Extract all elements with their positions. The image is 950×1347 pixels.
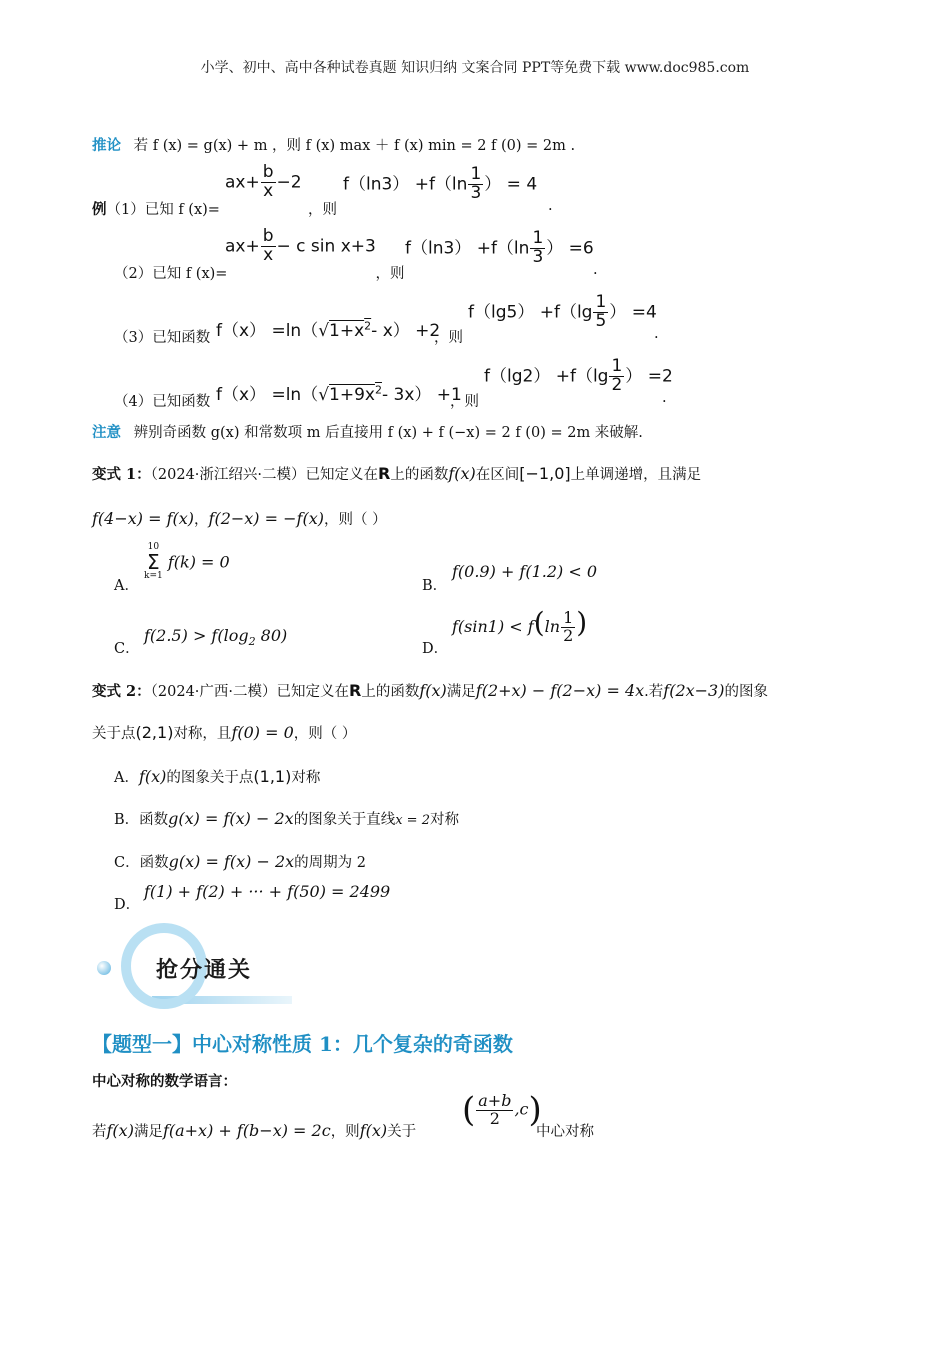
example2-mid: ，则 [375,266,405,282]
example2-line [114,262,404,283]
variant1-t4: ，则（ ） [323,512,387,528]
example3-prefix: （3）已知函数 [114,330,211,346]
example1-prefix: （1）已知 f (x)= [106,202,220,218]
variant2-optB: B．函数g(x) = f(x) − 2x的图象关于直线x = 2对称 [114,809,459,828]
variant1-fx: f(x) [448,464,476,483]
example2-formula: ax+ $\frac{b}{x}$ − c sin x+3 [225,226,376,265]
variant1-optD-formula: f(sin1) < f(ln $\frac{1}{2}$ ) [452,606,588,645]
variant2-t7: ，则（ ） [293,726,357,742]
variant1-optA-formula: 10 Σ k=1 f(k) = 0 [144,542,230,581]
variant2-t5: 关于点 [92,726,136,742]
variant1-label: 变式 1： [92,466,151,483]
variant1-optC-label: C． [114,641,140,657]
variant2-point: (2,1) [135,723,174,742]
variant1-optC-formula: $f(2.5) > f(\log_2$ 80) [144,626,288,649]
variant2-label: 变式 2： [92,683,151,700]
variant1-t2: 在区间 [475,467,520,483]
variant2-optD-label: D． [114,897,141,913]
example3-end: . [654,326,659,342]
variant2-t4: 的图象 [724,684,768,700]
example3-line [114,326,210,347]
note-label: 注意 [92,424,121,441]
example2-condition: f（ln3） +f（ln $\frac{1}{3}$ ） =6 [405,228,594,267]
variant1-cond1: f(4−x) = f(x) [92,509,195,528]
variant1-cond2: f(2−x) = −f(x) [208,509,324,528]
example1-condition: f（ln3） +f（ln $\frac{1}{3}$ ） = 4 [343,164,538,203]
variant2-f0: f(0) = 0 [231,723,294,742]
final-line: 若f(x)满足f(a+x) + f(b−x) = 2c，则f(x)关于 [92,1121,417,1140]
variant2-optA: A．f(x)的图象关于点(1,1)对称 [114,767,321,786]
math-language-heading: 中心对称的数学语言： [92,1073,237,1090]
variant2-R: R [349,681,362,700]
variant2-cond1: f(2+x) − f(2−x) = 4x [475,681,645,700]
variant1-source: （2024·浙江绍兴·二模）已知定义在 [150,467,379,483]
variant1-t3: 上单调递增，且满足 [570,467,702,483]
variant1-line2: f(4−x) = f(x)，f(2−x) = −f(x)，则（ ） [92,509,387,528]
variant2-t3: .若 [644,684,664,700]
example1-line [92,198,337,219]
variant1-R: R [378,464,391,483]
example2-prefix: （2）已知 f (x)= [114,266,228,282]
variant2-line2 [92,722,356,743]
section-title: 【题型一】中心对称性质 1：几个复杂的奇函数 [92,1032,513,1056]
variant2-t6: 对称，且 [173,726,232,742]
variant1-optB-formula: f(0.9) + f(1.2) < 0 [452,562,598,581]
example1-mid: ，则 [307,202,337,218]
corollary-label: 推论 [92,137,121,154]
note-line [92,421,643,442]
variant2-optD-formula: f(1) + f(2) + ··· + f(50) = 2499 [144,882,391,901]
example4-mid: ，则 [450,394,479,410]
variant1-interval: [−1,0] [519,464,571,483]
example1-end: . [548,198,553,214]
example3-mid: ，则 [434,330,463,346]
variant2-t2: 满足 [446,684,476,700]
example1-formula: ax+ $\frac{b}{x}$ −2 [225,162,302,201]
variant1-optA-label: A． [114,578,139,594]
variant2-optC: C．函数g(x) = f(x) − 2x的周期为 2 [114,852,366,871]
variant1-optB-label: B． [422,578,448,594]
variant2-t1: 上的函数 [361,684,420,700]
example4-formula: $f(x) =\ln(√1+9x^2-$ 3x） +1 [216,383,462,405]
example2-end: . [593,262,598,278]
example4-prefix: （4）已知函数 [114,394,211,410]
example3-condition: f（lg5） +f（lg $\frac{1}{5}$ ） =4 [468,292,657,331]
variant1-line1 [92,463,701,484]
corollary-text: 若 f (x) = g(x) + m ，则 f (x) max ＋ f (x) min = 2 f (0) = 2m . [133,138,576,154]
final-center-point: ( $\frac{a+b}{2}$ ,c) [462,1090,542,1130]
example-label: 例 [92,201,107,218]
variant1-t1: 上的函数 [390,467,449,483]
example4-end: . [662,390,667,406]
final-end: 中心对称 [536,1124,594,1140]
corollary-line [92,134,575,155]
example3-formula: $f(x) =\ln(√1+x^2-$ x） +2 [216,319,441,341]
variant2-line1 [92,680,768,701]
example4-line [114,390,210,411]
variant1-optD-label: D． [422,641,449,657]
variant2-f2x3: f(2x−3) [663,681,725,700]
variant2-source: （2024·广西·二模）已知定义在 [150,684,350,700]
page-header: 小学、初中、高中各种试卷真题 知识归纳 文案合同 PPT等免费下载 www.doc985.com [200,60,750,76]
variant2-fx: f(x) [419,681,447,700]
example4-condition: f（lg2） +f（lg $\frac{1}{2}$ ） =2 [484,356,673,395]
badge-label: 抢分通关 [156,958,253,983]
note-text: 辨别奇函数 g(x) 和常数项 m 后直接用 f (x) + f (−x) = 2 f (0) = 2m 来破解. [133,425,643,441]
